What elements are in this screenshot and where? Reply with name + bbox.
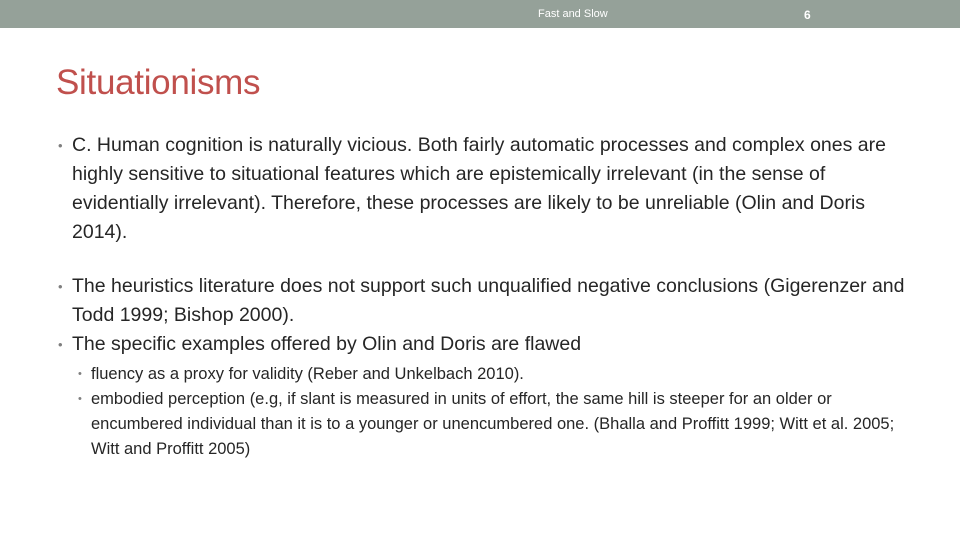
bullet-list: [58, 131, 908, 462]
bullet-item-text: The specific examples offered by Olin and Doris are flawed: [72, 333, 582, 355]
sub-bullet-item: • fluency as a proxy for validity (Reber and Unkelbach 2010).: [72, 362, 908, 387]
slide-number: 6: [804, 8, 811, 22]
sub-bullet-item: • embodied perception (e.g, if slant is measured in units of effort, the same hill is steeper for an older or encumbered individual than it is to a younger or unencumbered one. (Bhalla and Proffitt 1999; Witt et al. 2005; Witt and Proffitt 2005): [72, 387, 908, 462]
bullet-item: • C. Human cognition is naturally vicious. Both fairly automatic processes and complex ones are highly sensitive to situational features which are epistemically irrelevant (in the sense of evidentially irrelevant). Therefore, these processes are likely to be unreliable (Olin and Doris 2014).: [58, 131, 908, 247]
slide-header-bar: [0, 0, 960, 28]
sub-bullet-list: [72, 362, 908, 462]
footer-title: Fast and Slow: [538, 8, 608, 20]
bullet-item: • The heuristics literature does not support such unqualified negative conclusions (Gigerenzer and Todd 1999; Bishop 2000).: [58, 272, 908, 330]
slide-title: Situationisms: [56, 63, 261, 102]
bullet-item: [58, 330, 908, 462]
